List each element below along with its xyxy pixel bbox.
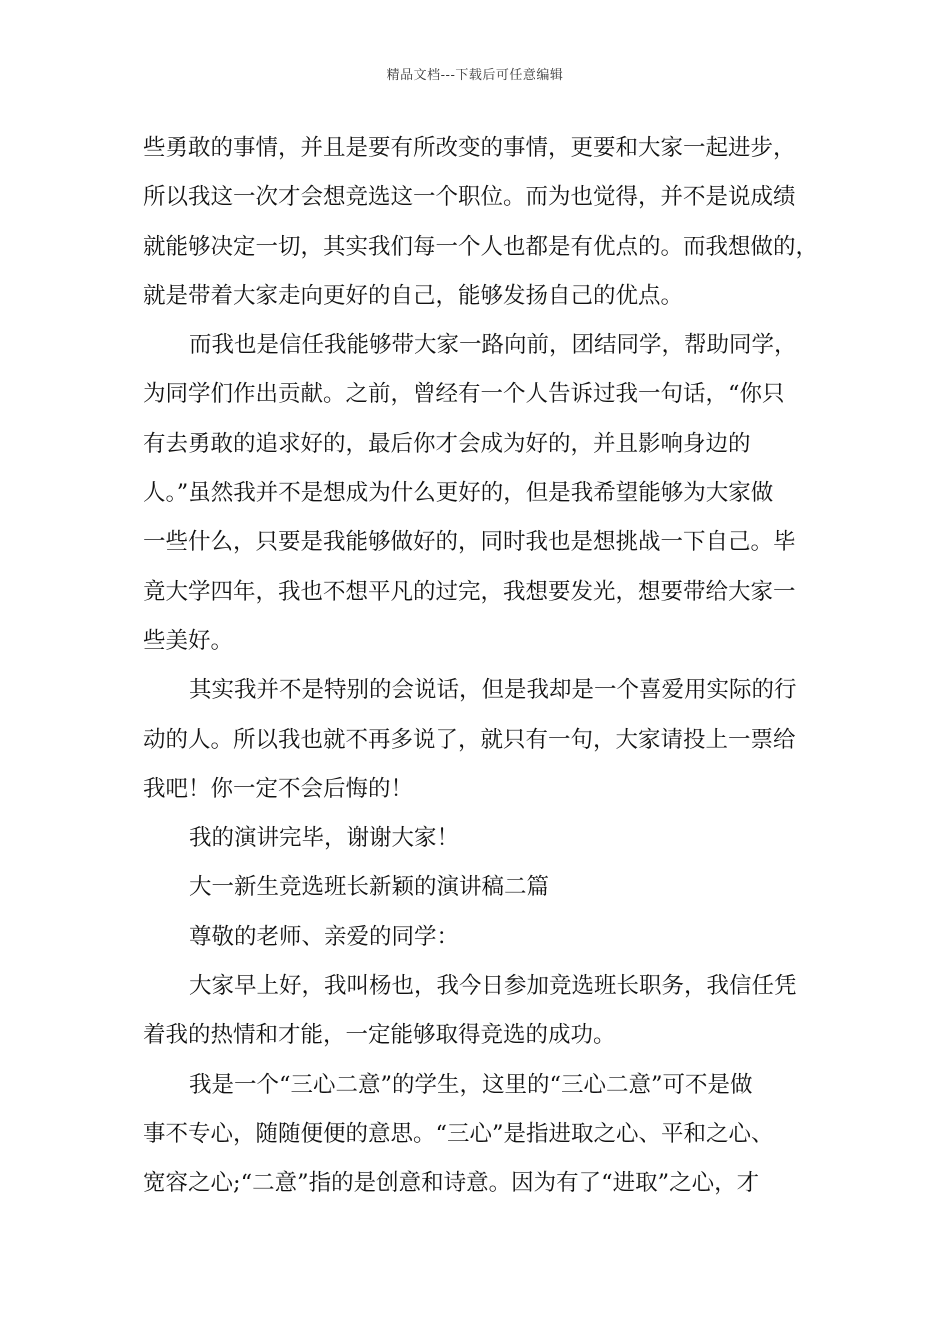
text-line: 尊敬的老师、亲爱的同学： [189, 923, 460, 950]
text-line: 些勇敢的事情，并且是要有所改变的事情，更要和大家一起进步， [143, 135, 796, 161]
text-line: 其实我并不是特别的会说话，但是我却是一个喜爱用实际的行 [189, 677, 797, 704]
text-line: 着我的热情和才能，一定能够取得竞选的成功。 [143, 1022, 616, 1049]
text-line: 我的演讲完毕，谢谢大家！ [189, 825, 460, 852]
text-line: 竟大学四年，我也不想平凡的过完，我想要发光，想要带给大家一 [143, 578, 796, 605]
text-line: 就是带着大家走向更好的自己，能够发扬自己的优点。 [143, 282, 684, 309]
text-line: 而我也是信任我能够带大家一路向前，团结同学，帮助同学， [189, 332, 797, 359]
text-line: 就能够决定一切，其实我们每一个人也都是有优点的。而我想做的， [143, 233, 819, 260]
section-title: 大一新生竞选班长新颖的演讲稿二篇 [189, 874, 550, 901]
page-header: 精品文档---下载后可任意编辑 [386, 68, 564, 83]
text-line: 大家早上好，我叫杨也，我今日参加竞选班长职务，我信任凭 [189, 973, 797, 1000]
text-line: 动的人。所以我也就不再多说了，就只有一句，大家请投上一票给 [143, 726, 796, 753]
text-line: 事不专心，随随便便的意思。“三心”是指进取之心、平和之心、 [143, 1120, 774, 1147]
text-line: 我吧！你一定不会后悔的！ [143, 775, 414, 802]
text-line: 有去勇敢的追求好的，最后你才会成为好的，并且影响身边的 [143, 430, 751, 457]
text-line: 人。”虽然我并不是想成为什么更好的，但是我希望能够为大家做 [143, 480, 774, 507]
text-line: 我是一个“三心二意”的学生，这里的“三心二意”可不是做 [189, 1071, 753, 1098]
document-body [143, 128, 833, 1213]
text-line: 一些什么，只要是我能够做好的，同时我也是想挑战一下自己。毕 [143, 529, 796, 556]
text-line: 宽容之心;“二意”指的是创意和诗意。因为有了“进取”之心，才 [143, 1170, 760, 1197]
text-line: 为同学们作出贡献。之前，曾经有一个人告诉过我一句话，“你只 [143, 381, 785, 408]
text-line: 些美好。 [143, 627, 234, 654]
text-line: 所以我这一次才会想竞选这一个职位。而为也觉得，并不是说成绩 [143, 184, 796, 211]
